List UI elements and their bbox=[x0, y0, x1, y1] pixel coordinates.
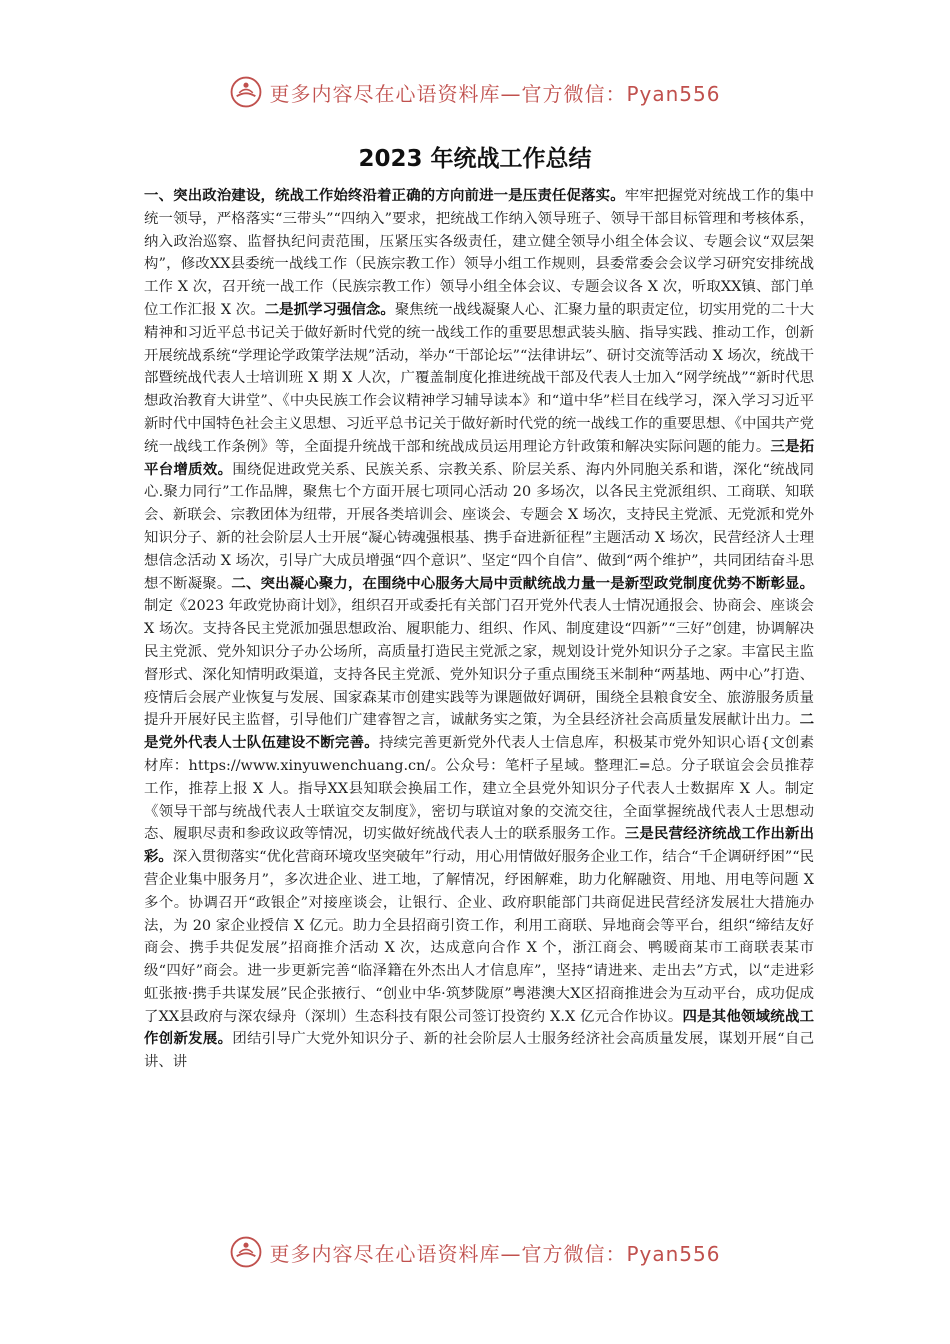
watermark-text: 更多内容尽在心语资料库—官方微信：Pyan556 bbox=[269, 1241, 721, 1266]
bold-heading: 四是其他领域统战工作创新发展。 bbox=[144, 1008, 814, 1048]
document-title: 2023 年统战工作总结 bbox=[358, 146, 592, 172]
book-logo-icon bbox=[229, 75, 263, 109]
bold-heading: 三是民营经济统战工作出新出彩。 bbox=[144, 826, 814, 866]
body-text: 深入贯彻落实“优化营商环境攻坚突破年”行动，用心用情做好服务企业工作，结合“千企调研纾困”“民营企业集中服务月”，多次进企业、进工地，了解情况，纾困解难，助力化解融资、用地、用电等问题 X 多个。协调召开“政银企”对接座谈会，让银行、企业、政府职能部门共商促进民营经济发展壮大措施办法，为 20 家企业授信 X 亿元。助力全县招商引资工作，利用工商联、异地商会等平台，组织“缔结友好商会、携手共促发展”招商推介活动 X 次，达成意向合作 X 个，浙江商会、鸭暖商某市工商联表某市级“四好”商会。进一步更新完善“临泽籍在外杰出人才信息库”，坚持“请进来、走出去”方式，以“走进彩虹张掖·携手共谋发展”民企张掖行、“创业中华·筑梦陇原”粤港澳大X区招商推进会为互动平台，成功促成了XX县政府与深农绿舟（深圳）生态科技有限公司签订投资约 X.X 亿元合作协议。 bbox=[144, 849, 814, 1025]
watermark-footer bbox=[0, 1230, 950, 1274]
bold-heading: 一、突出政治建设，统战工作始终沿着正确的方向前进一是压责任促落实。 bbox=[144, 188, 625, 204]
body-text: 制定《2023 年政党协商计划》，组织召开或委托有关部门召开党外代表人士情况通报会、协商会、座谈会 X 场次。支持各民主党派加强思想政治、履职能力、组织、作风、制度建设“四新”“三好”创建，协调解决民主党派、党外知识分子办公场所，高质量打造民主党派之家，规划设计党外知识分子之家。丰富民主监督形式、深化知情明政渠道，支持各民主党派、党外知识分子重点围绕玉米制种“两基地、两中心”打造、疫情后会展产业恢复与发展、国家森某市创建实践等为课题做好调研，围绕全县粮食安全、旅游服务质量提升开展好民主监督，引导他们广建睿智之言，诚献务实之策，为全县经济社会高质量发展献计出力。 bbox=[144, 598, 814, 729]
body-text: 聚焦统一战线凝聚人心、汇聚力量的职责定位，切实用党的二十大精神和习近平总书记关于做好新时代党的统一战线工作的重要思想武装头脑、指导实践、推动工作，创新开展统战系统“学理论学政策学法规”活动，举办“干部论坛”“法律讲坛”、研讨交流等活动 X 场次，统战干部暨统战代表人士培训班 X 期 X 人次，广覆盖制度化推进统战干部及代表人士加入“网学统战”“新时代思想政治教育大讲堂”、《中央民族工作会议精神学习辅导读本》和“道中华”栏目在线学习，深入学习习近平新时代中国特色社会主义思想、习近平总书记关于做好新时代党的统一战线工作的重要思想、《中国共产党统一战线工作条例》等，全面提升统战干部和统战成员运用理论方针政策和解决实际问题的能力。 bbox=[144, 301, 814, 455]
document-body bbox=[144, 185, 814, 1074]
body-text: 牢牢把握党对统战工作的集中统一领导，严格落实“三带头”“四纳入”要求，把统战工作纳入领导班子、领导干部目标管理和考核体系，纳入政治巡察、监督执纪问责范围，压紧压实各级责任，建立健全领导小组全体会议、专题会议“双层架构”，修改XX县委统一战线工作（民族宗教工作）领导小组工作规则，县委常委会会议学习研究安排统战工作 X 次，召开统一战工作（民族宗教工作）领导小组全体会议、专题会议各 X 次，听取XX镇、部门单位工作汇报 X 次。 bbox=[144, 188, 814, 318]
watermark-header bbox=[0, 70, 950, 114]
bold-heading: 二、突出凝心聚力，在围绕中心服务大局中贡献统战力量一是新型政党制度优势不断彰显。 bbox=[231, 575, 814, 592]
bold-heading: 二是党外代表人士队伍建设不断完善。 bbox=[144, 712, 814, 752]
watermark-text: 更多内容尽在心语资料库—官方微信：Pyan556 bbox=[269, 81, 721, 106]
body-text: 围绕促进政党关系、民族关系、宗教关系、阶层关系、海内外同胞关系和谐，深化“统战同心.聚力同行”工作品牌，聚焦七个方面开展七项同心活动 20 多场次，以各民主党派组织、工商联、知联会、新联会、宗教团体为纽带，开展各类培训会、座谈会、专题会 X 场次，支持民主党派、无党派和党外知识分子、新的社会阶层人士开展“凝心铸魂强根基、携手奋进新征程”主题活动 X 场次，民营经济人士理想信念活动 X 场次，引导广大成员增强“四个意识”、坚定“四个自信”、做到“两个维护”，共同团结奋斗思想不断凝聚。 bbox=[144, 461, 814, 592]
book-logo-icon bbox=[229, 1235, 263, 1269]
body-text: 持续完善更新党外代表人士信息库，积极某市党外知识心语{文创素材库：https://www.xinyuwenchuang.cn/。公众号：笔杆子星域。整理汇=总。分子联谊会会员推荐工作，推荐上报 X 人。指导XX县知联会换届工作，建立全县党外知识分子代表人士数据库 X 人。制定《领导干部与统战代表人士联谊交友制度》，密切与联谊对象的交流交往，全面掌握统战代表人士思想动态、履职尽责和参政议政等情况，切实做好统战代表人士的联系服务工作。 bbox=[144, 735, 814, 843]
body-paragraph bbox=[144, 185, 814, 1074]
body-text: 团结引导广大党外知识分子、新的社会阶层人士服务经济社会高质量发展，谋划开展“自己讲、讲 bbox=[144, 1031, 814, 1071]
bold-heading: 三是拓平台增质效。 bbox=[144, 438, 814, 478]
bold-heading: 二是抓学习强信念。 bbox=[264, 301, 395, 318]
